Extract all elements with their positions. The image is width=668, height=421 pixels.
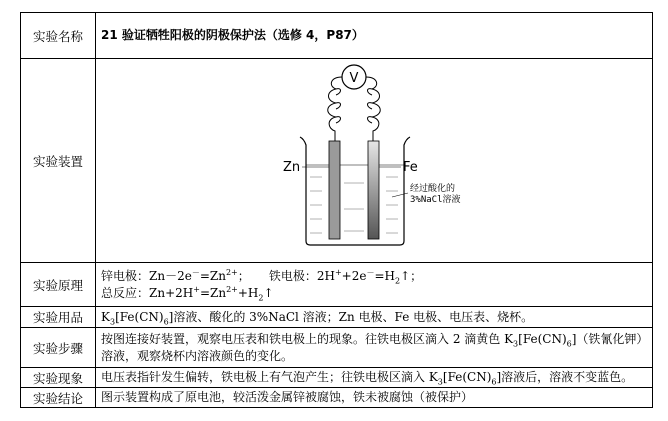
supplies-a: K: [101, 309, 110, 324]
experiment-title: 21 验证牺牲阳极的阴极保护法（选修 4，P87）: [96, 13, 653, 59]
zn-label: Zn: [283, 160, 301, 175]
apparatus-cell: [96, 59, 653, 263]
phen-c: [Fe(CN): [442, 370, 492, 384]
row-apparatus: [21, 59, 653, 263]
principle-content: [96, 263, 653, 307]
label-phenomenon: 实验现象: [21, 368, 96, 388]
label-apparatus: 实验装置: [21, 59, 96, 263]
right-coil-loops: [368, 89, 373, 123]
steps-d: 6: [566, 338, 572, 348]
supplies-d: 6: [163, 316, 169, 326]
solution-leader-line: [392, 193, 408, 197]
steps-a: 按图连接好装置，观察电压表和铁电极上的现象。往铁电极区滴入 2 滴黄色 K: [101, 331, 514, 346]
total-eq-a: 总反应：Zn+2H: [101, 285, 194, 300]
zn-eq-a: 锌电极：Zn－2e: [101, 268, 192, 283]
supplies-c: [Fe(CN): [115, 309, 164, 324]
zn-eq-e: ；: [237, 268, 250, 283]
total-eq-e: +H: [237, 285, 259, 300]
label-steps: 实验步骤: [21, 328, 96, 368]
fe-label: Fe: [403, 160, 418, 175]
steps-b: 3: [513, 338, 519, 348]
principle-total-line: [101, 285, 648, 302]
left-coiled-wire: [328, 77, 342, 141]
left-coil-loops: [336, 89, 341, 123]
label-name: 实验名称: [21, 13, 96, 59]
fe-eq-c: +2e: [341, 268, 367, 283]
solution-label-1: 经过酸化的: [410, 184, 456, 194]
fe-electrode: [368, 141, 379, 239]
fe-eq-g: ↑；: [400, 268, 423, 283]
fe-eq-a: 铁电极：2H: [268, 268, 335, 283]
steps-c: [Fe(CN): [518, 331, 567, 346]
apparatus-diagram: [96, 59, 654, 262]
zn-electrode: [329, 141, 340, 239]
fe-eq-f: 2: [394, 275, 401, 285]
zn-eq-c: =Zn: [199, 268, 226, 283]
row-supplies: [21, 307, 653, 328]
solution-label-2: 3%NaCl溶液: [410, 195, 461, 205]
fe-eq-e: =H: [374, 268, 395, 283]
label-conclusion: 实验结论: [21, 388, 96, 408]
phen-d: 6: [491, 377, 497, 387]
row-name: [21, 13, 653, 59]
right-coiled-wire: [366, 77, 380, 141]
phen-b: 3: [437, 377, 443, 387]
fe-eq-d: －: [366, 267, 375, 277]
row-steps: [21, 328, 653, 368]
phen-e: ]溶液后，溶液不变蓝色。: [496, 370, 634, 384]
row-conclusion: [21, 388, 653, 408]
label-principle: 实验原理: [21, 263, 96, 307]
solution-dashes: [310, 177, 398, 233]
total-eq-f: 2: [258, 292, 264, 302]
total-eq-b: +: [193, 284, 200, 294]
phenomenon-content: [96, 368, 653, 388]
conclusion-content: 图示装置构成了原电池，较活泼金属锌被腐蚀，铁未被腐蚀（被保护）: [96, 388, 653, 408]
zn-eq-b: －: [191, 267, 200, 277]
supplies-b: 3: [109, 316, 116, 326]
voltmeter-label: V: [349, 71, 359, 86]
supplies-content: [96, 307, 653, 328]
supplies-e: ]溶液、酸化的 3%NaCl 溶液；Zn 电极、Fe 电极、电压表、烧杯。: [168, 309, 534, 324]
total-eq-d: 2+: [226, 284, 238, 294]
fe-eq-b: +: [334, 267, 342, 277]
experiment-table: [20, 12, 653, 408]
steps-content: [96, 328, 653, 368]
principle-electrodes-line: [101, 268, 648, 285]
zn-eq-d: 2+: [225, 267, 238, 277]
label-supplies: 实验用品: [21, 307, 96, 328]
total-eq-c: =Zn: [199, 285, 227, 300]
phen-a: 电压表指针发生偏转，铁电极上有气泡产生；往铁电极区滴入 K: [101, 370, 438, 384]
row-phenomenon: [21, 368, 653, 388]
row-principle: [21, 263, 653, 307]
total-eq-g: ↑: [263, 285, 274, 300]
steps-e: ]（铁氰化钾）溶液，观察烧杯内溶液颜色的变化。: [101, 331, 643, 363]
